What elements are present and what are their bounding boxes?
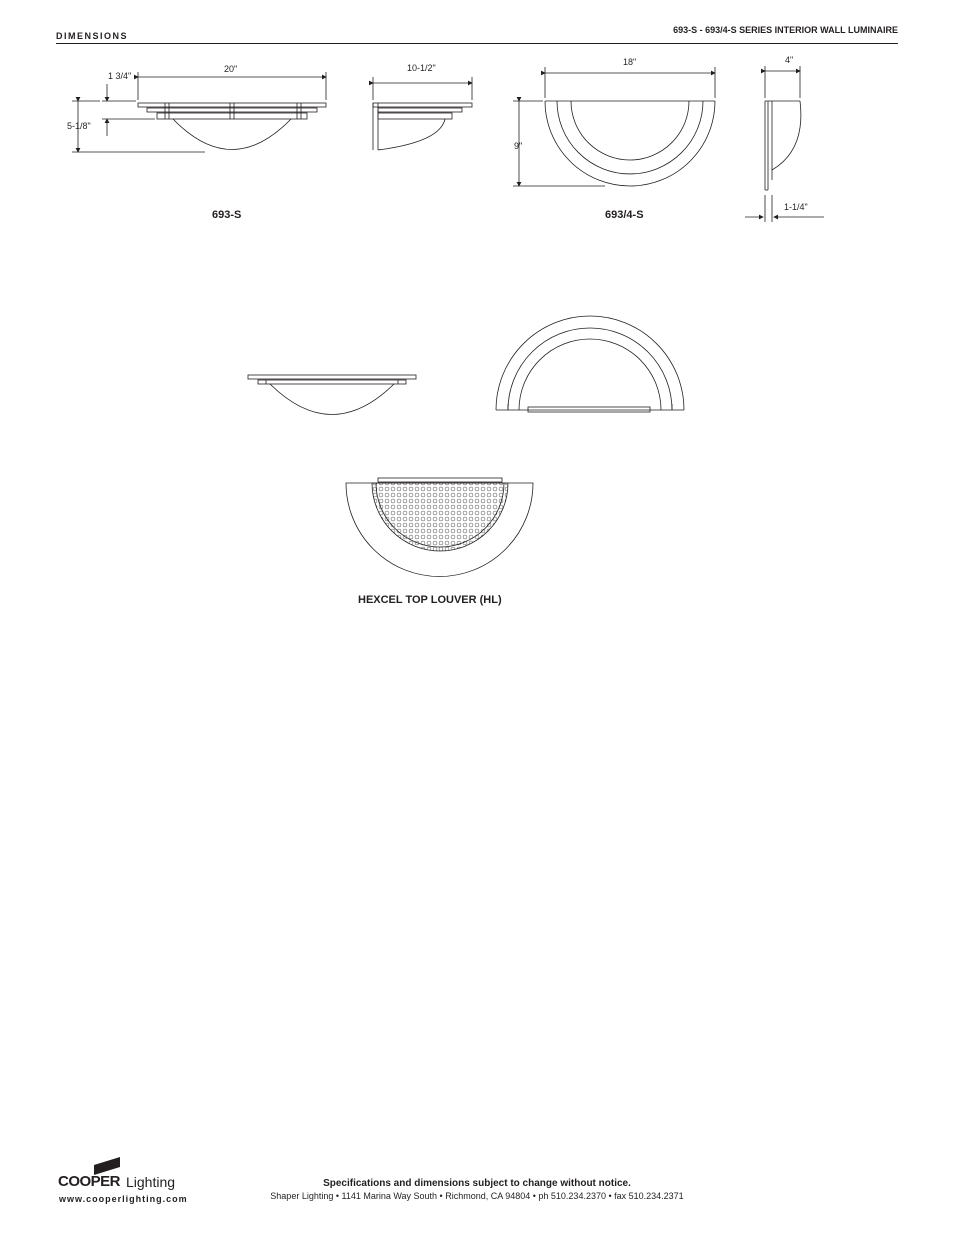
drawing-6934s-side — [745, 66, 824, 222]
dim-wall-depth-6934s: 1-1/4" — [784, 202, 808, 212]
dim-overall-height: 5-1/8" — [67, 121, 91, 131]
drawing-hexcel-louver — [346, 478, 533, 577]
dim-top-height: 1 3/4" — [108, 71, 132, 81]
logo-brand: COOPER — [58, 1173, 121, 1190]
drawing-693s-detail — [248, 375, 416, 415]
model-label-693s: 693-S — [212, 209, 242, 221]
model-label-6934s: 693/4-S — [605, 209, 644, 221]
dim-width-693s: 20" — [224, 64, 238, 74]
dim-depth-693s: 10-1/2" — [407, 63, 436, 73]
page-title: 693-S - 693/4-S SERIES INTERIOR WALL LUMINAIRE — [673, 25, 898, 35]
section-label: DIMENSIONS — [56, 31, 129, 41]
logo-url: www.cooperlighting.com — [59, 1194, 188, 1204]
drawing-6934s-detail — [496, 316, 684, 412]
dim-width-6934s: 18" — [623, 57, 637, 67]
louver-caption: HEXCEL TOP LOUVER (HL) — [358, 594, 502, 606]
logo-sub: Lighting — [126, 1174, 176, 1190]
drawing-693s-front — [72, 72, 326, 152]
drawing-6934s-front — [513, 67, 715, 186]
footer-notice: Specifications and dimensions subject to change without notice. — [323, 1178, 631, 1189]
footer-address: Shaper Lighting • 1141 Marina Way South • Richmond, CA 94804 • ph 510.234.2370 • fax 510.234.2371 — [270, 1191, 684, 1201]
dim-height-6934s: 9" — [514, 141, 523, 151]
drawing-693s-side — [373, 77, 472, 150]
dim-depth-6934s: 4" — [785, 55, 794, 65]
